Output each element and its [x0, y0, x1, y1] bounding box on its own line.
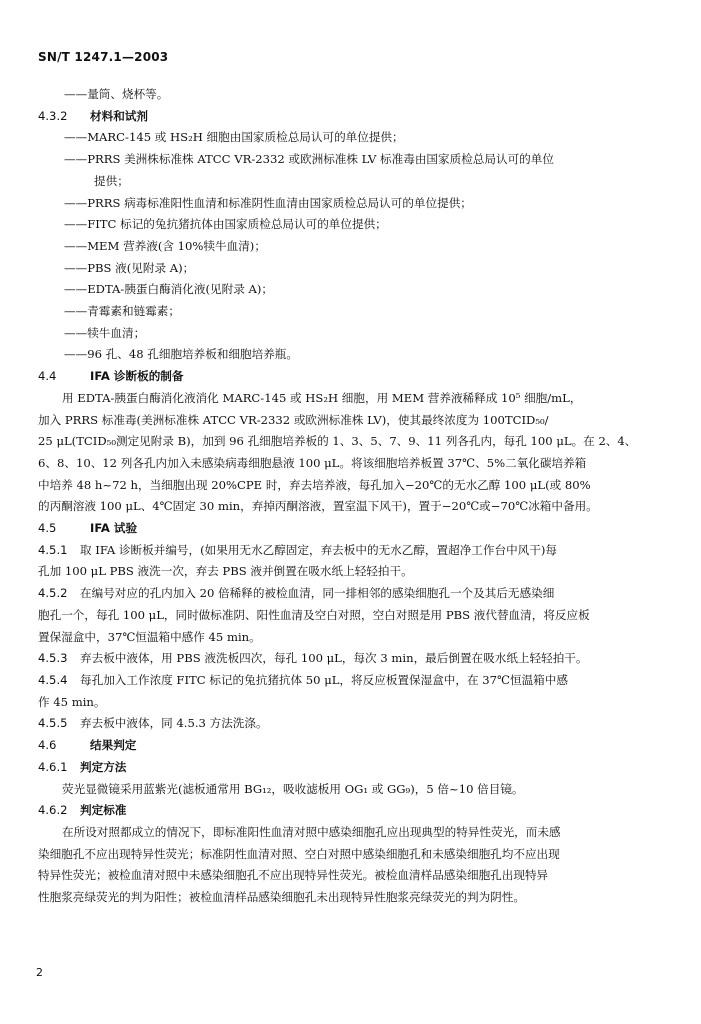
paragraph-line: 荧光显微镜采用蓝紫光(滤板通常用 BG₁₂，吸收滤板用 OG₁ 或 GG₉)，5 倍~10 倍目镜。 — [62, 781, 524, 796]
section-number: 4.4 — [38, 369, 57, 384]
list-item: ——犊牛血清； — [64, 325, 146, 340]
paragraph-line: 孔加 100 μL PBS 液洗一次，弃去 PBS 液并倒置在吸水纸上轻轻拍干。 — [38, 564, 413, 579]
section-heading-4-4 — [38, 366, 668, 388]
section-number: 4.3.2 — [38, 108, 68, 123]
paragraph-line: 在编号对应的孔内加入 20 倍稀释的被检血清，同一排相邻的感染细胞孔一个及其后无感染细 — [80, 586, 555, 601]
clause-number: 4.5.5 — [38, 716, 68, 731]
clause-4-5-5-first-line — [38, 713, 668, 735]
document-body — [38, 84, 668, 909]
list-item: ——MARC-145 或 HS₂H 细胞由国家质检总局认可的单位提供； — [64, 130, 404, 145]
clause-number: 4.5.1 — [38, 542, 68, 557]
section-heading-4-6 — [38, 735, 668, 757]
section-title: 材料和试剂 — [90, 108, 148, 123]
standard-code-header: SN/T 1247.1—2003 — [38, 50, 169, 64]
paragraph-line: 加入 PRRS 标准毒(美洲标准株 ATCC VR-2332 或欧洲标准株 LV)，使其最终浓度为 100TCID₅₀/ — [38, 412, 549, 427]
list-item: ——EDTA-胰蛋白酶消化液(见附录 A)； — [64, 282, 273, 297]
paragraph-line: 胞孔一个，每孔 100 μL，同时做标准阴、阳性血清及空白对照，空白对照是用 PBS 液代替血清，将反应板 — [38, 607, 590, 622]
list-item: ——PRRS 病毒标准阳性血清和标准阴性血清由国家质检总局认可的单位提供； — [64, 195, 472, 210]
list-item-continuation: 提供； — [94, 173, 129, 188]
clause-4-5-4-first-line — [38, 670, 668, 692]
section-heading-4-5 — [38, 518, 668, 540]
clause-number: 4.5.4 — [38, 672, 68, 687]
section-number: 4.6 — [38, 738, 57, 753]
section-title: IFA 试验 — [90, 521, 138, 536]
list-item: ——量筒、烧杯等。 — [64, 87, 169, 101]
section-number: 4.6.1 — [38, 759, 68, 774]
clause-4-5-3-first-line — [38, 648, 668, 670]
paragraph-line: 染细胞孔不应出现特异性荧光；标准阴性血清对照、空白对照中感染细胞孔和未感染细胞孔均不应出现 — [38, 846, 560, 861]
list-item: ——96 孔、48 孔细胞培养板和细胞培养瓶。 — [64, 347, 298, 362]
section-title: 判定标准 — [80, 803, 127, 818]
list-item: ——PRRS 美洲株标准株 ATCC VR-2332 或欧洲标准株 LV 标准毒由国家质检总局认可的单位 — [64, 152, 554, 167]
section-number: 4.6.2 — [38, 803, 68, 818]
paragraph-line: 每孔加入工作浓度 FITC 标记的兔抗猪抗体 50 μL，将反应板置保湿盒中，在 37℃恒温箱中感 — [80, 672, 568, 687]
paragraph-line: 取 IFA 诊断板并编号，(如果用无水乙醇固定，弃去板中的无水乙醇，置超净工作台中风干)每 — [80, 542, 557, 557]
list-item: ——PBS 液(见附录 A)； — [64, 260, 195, 275]
section-heading-4-6-1 — [38, 757, 668, 779]
paragraph-line: 作 45 min。 — [38, 694, 106, 709]
list-item: ——MEM 营养液(含 10%犊牛血清)； — [64, 238, 266, 253]
section-title: 结果判定 — [90, 738, 137, 753]
page-number: 2 — [36, 966, 43, 979]
paragraph-line: 弃去板中液体，同 4.5.3 方法洗涤。 — [80, 716, 268, 731]
section-heading-4-3-2 — [38, 106, 668, 128]
paragraph-line: 特异性荧光；被检血清对照中未感染细胞孔不应出现特异性荧光。被检血清样品感染细胞孔出现特异 — [38, 868, 549, 883]
clause-4-5-2-first-line — [38, 583, 668, 605]
paragraph-line: 弃去板中液体，用 PBS 液洗板四次，每孔 100 μL，每次 3 min，最后倒置在吸水纸上轻轻拍干。 — [80, 651, 588, 666]
clause-4-5-1-first-line — [38, 540, 668, 562]
paragraph-line: 性胞浆亮绿荧光的判为阳性；被检血清样品感染细胞孔未出现特异性胞浆亮绿荧光的判为阴性。 — [38, 890, 525, 905]
section-number: 4.5 — [38, 521, 57, 536]
paragraph-line: 25 μL(TCID₅₀测定见附录 B)，加到 96 孔细胞培养板的 1、3、5、7、9、11 列各孔内，每孔 100 μL。在 2、4、 — [38, 434, 637, 449]
list-item: ——FITC 标记的兔抗猪抗体由国家质检总局认可的单位提供； — [64, 217, 387, 232]
paragraph-line: 用 EDTA-胰蛋白酶消化液消化 MARC-145 或 HS₂H 细胞，用 MEM 营养液稀释成 10⁵ 细胞/mL， — [62, 390, 582, 405]
clause-number: 4.5.3 — [38, 651, 68, 666]
section-title: 判定方法 — [80, 759, 127, 774]
section-heading-4-6-2 — [38, 800, 668, 822]
section-title: IFA 诊断板的制备 — [90, 369, 184, 384]
paragraph-line: 的丙酮溶液 100 μL、4℃固定 30 min，弃掉丙酮溶液，置室温下风干)，置于−20℃或−70℃冰箱中备用。 — [38, 499, 598, 514]
paragraph-line: 置保湿盒中，37℃恒温箱中感作 45 min。 — [38, 629, 261, 644]
clause-number: 4.5.2 — [38, 586, 68, 601]
paragraph-line: 6、8、10、12 列各孔内加入未感染病毒细胞悬液 100 μL。将该细胞培养板置 37℃、5%二氧化碳培养箱 — [38, 455, 587, 470]
list-item: ——青霉素和链霉素； — [64, 304, 180, 319]
paragraph-line: 中培养 48 h~72 h，当细胞出现 20%CPE 时，弃去培养液，每孔加入−20℃的无水乙醇 100 μL(或 80% — [38, 477, 591, 492]
paragraph-line: 在所设对照都成立的情况下，即标准阳性血清对照中感染细胞孔应出现典型的特异性荧光，而未感 — [62, 824, 561, 839]
